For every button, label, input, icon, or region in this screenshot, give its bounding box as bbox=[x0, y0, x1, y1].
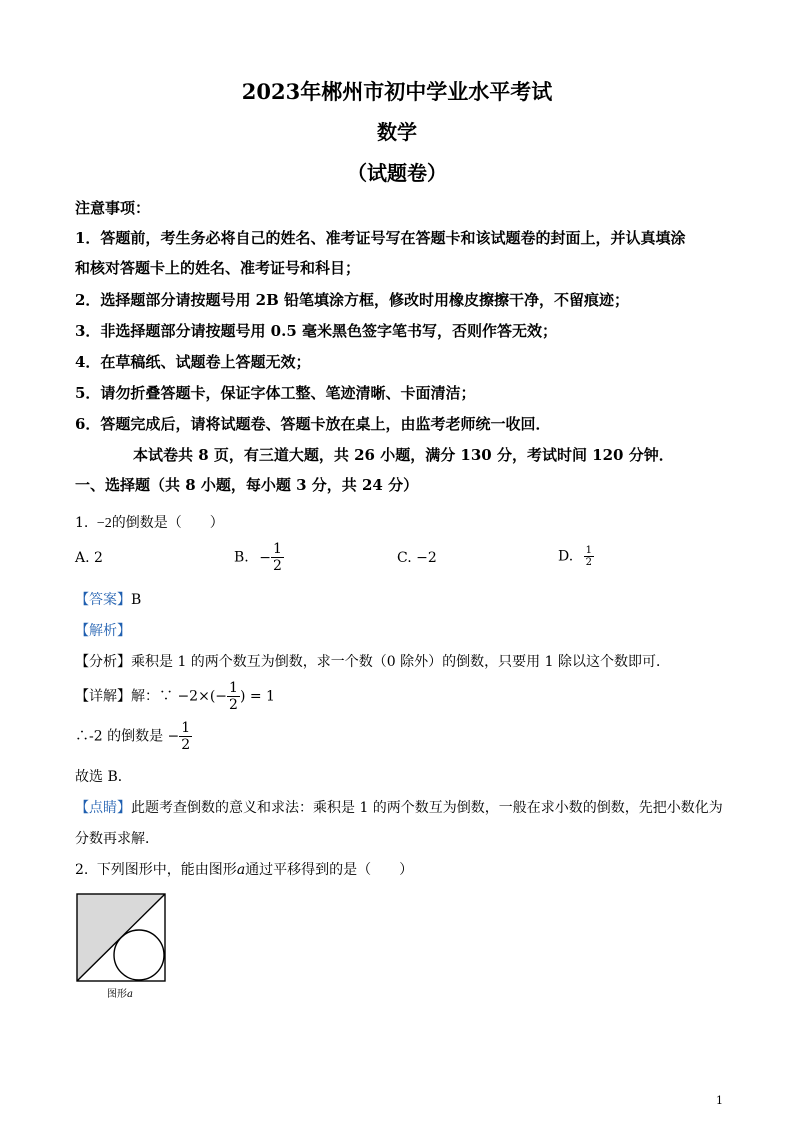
therefore-prefix: ∴-2 的倒数是 − bbox=[75, 728, 180, 745]
option-c: C. −2 bbox=[397, 550, 437, 566]
question-1-number: 1. bbox=[75, 515, 89, 531]
comment-line-a bbox=[75, 797, 723, 817]
figure-a-caption bbox=[107, 985, 133, 1000]
question-1-stem: 的倒数是（ ） bbox=[111, 515, 224, 531]
option-b-denominator: 2 bbox=[272, 558, 282, 574]
option-b-numerator: 1 bbox=[272, 541, 282, 557]
figure-a bbox=[76, 893, 168, 983]
detail-prefix: 解：∵ −2×(− bbox=[131, 688, 228, 705]
detail-line bbox=[75, 680, 275, 713]
notice-item-1a: 1．答题前，考生务必将自己的姓名、准考证号写在答题卡和该试题卷的封面上，并认真填涂 bbox=[75, 229, 686, 247]
therefore-fraction bbox=[179, 720, 192, 753]
notice-item-3: 3．非选择题部分请按题号用 0.5 毫米黑色签字笔书写，否则作答无效； bbox=[75, 322, 557, 340]
notice-item-2: 2．选择题部分请按题号用 2B 铅笔填涂方框，修改时用橡皮擦擦干净，不留痕迹； bbox=[75, 291, 630, 309]
notice-item-1b: 和核对答题卡上的姓名、准考证号和科目； bbox=[75, 259, 361, 277]
analysis-line bbox=[75, 651, 670, 671]
therefore-numerator: 1 bbox=[181, 720, 191, 736]
paper-summary: 本试卷共 8 页，有三道大题，共 26 小题，满分 130 分，考试时间 120 分钟． bbox=[133, 446, 674, 464]
question-2-stem-b: 通过平移得到的是（ ） bbox=[245, 862, 414, 878]
question-1 bbox=[75, 512, 224, 532]
option-b bbox=[234, 541, 284, 574]
therefore-denominator: 2 bbox=[181, 737, 191, 753]
figure-a-caption-text: 图形 bbox=[107, 989, 127, 1000]
question-2-number: 2. bbox=[75, 862, 89, 878]
section-1-heading: 一、选择题（共 8 小题，每小题 3 分，共 24 分） bbox=[75, 476, 419, 494]
paper-subtitle: （试题卷） bbox=[347, 161, 447, 185]
detail-fraction bbox=[227, 680, 240, 713]
option-d-denominator: 2 bbox=[585, 557, 593, 568]
question-2-variable: a bbox=[236, 862, 246, 878]
option-d-fraction bbox=[584, 545, 594, 568]
figure-a-circle bbox=[114, 930, 164, 980]
detail-tag: 【详解】 bbox=[75, 688, 131, 705]
comment-text-a: 此题考查倒数的意义和求法：乘积是 1 的两个数互为倒数，一般在求小数的倒数，先把小数化为 bbox=[131, 800, 723, 816]
question-1-expression: −2 bbox=[96, 516, 112, 531]
question-2 bbox=[75, 859, 413, 879]
option-b-fraction bbox=[271, 541, 284, 574]
figure-a-caption-variable: a bbox=[127, 989, 133, 1000]
answer-tag: 【答案】 bbox=[75, 592, 131, 608]
question-2-stem-a: 下列图形中，能由图形 bbox=[96, 862, 237, 878]
option-d-label: D. bbox=[558, 548, 574, 565]
fenxi-tag: 【分析】 bbox=[75, 654, 131, 670]
option-d bbox=[558, 545, 594, 568]
fenxi-text: 乘积是 1 的两个数互为倒数，求一个数（0 除外）的倒数，只要用 1 除以这个数即可． bbox=[131, 654, 670, 670]
option-b-label: B. bbox=[234, 549, 249, 566]
subject-title: 数学 bbox=[377, 120, 417, 144]
comment-tag: 【点睛】 bbox=[75, 800, 131, 816]
notice-item-4: 4．在草稿纸、试题卷上答题无效； bbox=[75, 353, 311, 371]
detail-denominator: 2 bbox=[229, 697, 238, 713]
analysis-tag: 【解析】 bbox=[75, 623, 131, 639]
option-a: A. 2 bbox=[75, 550, 103, 566]
comment-line-b: 分数再求解． bbox=[75, 831, 159, 847]
answer-line bbox=[75, 589, 141, 609]
page-number: 1 bbox=[716, 1094, 723, 1107]
option-d-numerator: 1 bbox=[585, 545, 593, 556]
detail-numerator: 1 bbox=[229, 680, 238, 696]
notice-item-6: 6．答题完成后，请将试题卷、答题卡放在桌上，由监考老师统一收回． bbox=[75, 415, 551, 433]
option-b-sign: − bbox=[259, 549, 271, 566]
notice-item-5: 5．请勿折叠答题卡，保证字体工整、笔迹清晰、卡面清洁； bbox=[75, 384, 476, 402]
detail-suffix: ) = 1 bbox=[239, 688, 275, 705]
therefore-line bbox=[75, 720, 192, 753]
choose-line: 故选 B． bbox=[75, 769, 132, 785]
answer-value: B bbox=[131, 592, 142, 608]
exam-title: 2023年郴州市初中学业水平考试 bbox=[241, 79, 553, 104]
notice-heading: 注意事项： bbox=[75, 199, 151, 217]
